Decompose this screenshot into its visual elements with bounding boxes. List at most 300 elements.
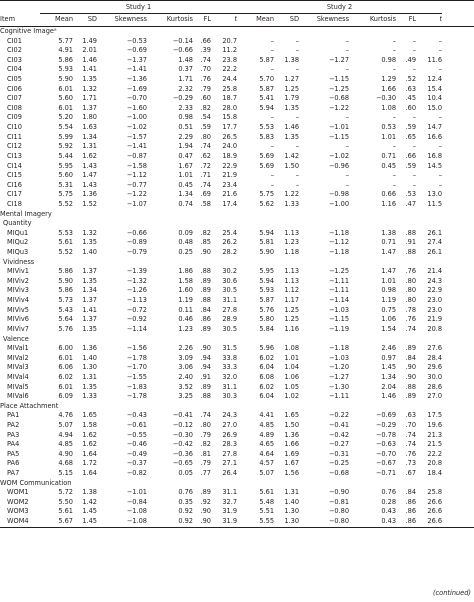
table-row	[0, 152, 474, 162]
stat-cell: 27.1	[222, 459, 238, 468]
stat-cell: –	[438, 46, 443, 55]
table-row	[0, 363, 474, 373]
stat-cell: −0.70	[126, 94, 147, 103]
stat-cell: 1.37	[82, 103, 97, 112]
item-label: WOM1	[7, 488, 29, 497]
stat-cell: 1.35	[82, 75, 97, 84]
stat-cell: −0.55	[126, 430, 147, 439]
stat-cell: 1.66	[284, 440, 300, 449]
stat-cell: –	[392, 65, 397, 74]
stat-cell: 18.7	[222, 94, 238, 103]
stat-cell: −0.72	[126, 305, 147, 314]
stat-cell: −0.46	[126, 440, 147, 449]
s2-t-header: t	[439, 15, 443, 24]
stat-cell: −0.67	[375, 459, 397, 468]
stat-cell: 30.6	[222, 276, 238, 285]
stat-cell: –	[412, 46, 417, 55]
stat-cell: 27.8	[222, 449, 238, 458]
stat-cell: 5.90	[58, 75, 73, 84]
stat-cell: 1.19	[178, 296, 193, 305]
item-label: CI07	[7, 94, 22, 103]
stat-cell: 1.01	[381, 132, 397, 141]
stat-cell: 1.32	[82, 228, 97, 237]
stat-cell: –	[438, 142, 443, 151]
stat-cell: .90	[193, 517, 211, 527]
stat-cell: 22.9	[427, 286, 443, 295]
stat-cell: −0.77	[126, 180, 147, 189]
stat-cell: −0.80	[328, 507, 350, 516]
stat-cell: 30.5	[222, 324, 238, 333]
stat-cell: 18.9	[222, 151, 238, 160]
stat-cell: 22.2	[222, 65, 238, 74]
table-row	[0, 200, 474, 210]
section-heading-row	[0, 479, 474, 489]
stat-cell: −0.30	[375, 94, 397, 103]
stat-cell: −1.01	[328, 123, 350, 132]
stat-cell: 16.6	[427, 132, 443, 141]
stat-cell: 30.3	[222, 392, 238, 401]
stat-cell: 1.66	[381, 84, 397, 93]
stat-cell: 3.25	[178, 392, 193, 401]
stat-cell: .59	[405, 123, 417, 132]
stat-cell: 30.5	[222, 286, 238, 295]
stat-cell: .82	[200, 440, 211, 449]
table-row	[0, 421, 474, 431]
stat-cell: 0.76	[178, 488, 193, 497]
item-label: WOM4	[0, 517, 40, 527]
table-row	[0, 517, 474, 527]
stat-cell: 1.04	[284, 363, 300, 372]
stat-cell: 0.45	[178, 180, 193, 189]
stat-cell: −0.14	[172, 36, 193, 45]
stat-cell: −1.03	[328, 305, 350, 314]
item-label: CI12	[7, 142, 22, 151]
item-label: CI13	[7, 151, 22, 160]
stat-cell: 0.11	[178, 305, 193, 314]
stat-cell: −1.18	[328, 248, 350, 257]
stat-cell: 1.13	[284, 276, 300, 285]
stat-cell: 5.61	[58, 507, 73, 516]
stat-cell: .80	[405, 286, 417, 295]
stat-cell: 12.4	[427, 75, 443, 84]
stat-cell: 16.8	[427, 151, 443, 160]
item-label: CI14	[7, 161, 22, 170]
table-row	[0, 65, 474, 75]
stat-cell: 1.54	[381, 324, 397, 333]
table-row	[0, 373, 474, 383]
stat-cell: 21.9	[427, 315, 443, 324]
stat-cell: −0.37	[126, 459, 147, 468]
stat-cell: –	[295, 46, 300, 55]
stat-cell: 1.45	[82, 507, 97, 516]
table-row	[0, 411, 474, 421]
stat-cell: 1.86	[178, 267, 193, 276]
item-label: PA5	[7, 449, 20, 458]
stat-cell: .92	[200, 497, 211, 506]
stat-cell: 1.08	[381, 103, 397, 112]
stat-cell: −1.32	[126, 276, 147, 285]
stat-cell: 0.92	[147, 517, 193, 527]
stat-cell: 1.60	[178, 286, 193, 295]
stat-cell: −0.29	[375, 420, 397, 429]
stat-cell: 6.04	[259, 392, 275, 401]
table-row	[0, 392, 474, 402]
stat-cell: 3.09	[178, 353, 193, 362]
stat-cell: 26.6	[416, 517, 442, 527]
stat-cell: −1.15	[328, 75, 350, 84]
table-row	[0, 344, 474, 354]
stat-cell: 1.16	[284, 324, 300, 333]
stat-cell: −1.37	[126, 55, 147, 64]
stat-cell: 1.47	[381, 248, 397, 257]
stat-cell: −1.20	[328, 363, 350, 372]
table-row	[0, 469, 474, 479]
stat-cell: 1.38	[284, 55, 300, 64]
stat-cell: 0.97	[381, 353, 397, 362]
stat-cell: −1.30	[328, 382, 350, 391]
subsection-heading: Valence	[3, 334, 29, 343]
stat-cell: 4.65	[259, 440, 275, 449]
stat-cell: −0.68	[328, 469, 350, 478]
stat-cell: .85	[200, 238, 211, 247]
stat-cell: −1.41	[126, 142, 147, 151]
stat-cell: −0.69	[375, 411, 397, 420]
item-label: CI03	[7, 55, 22, 64]
stat-cell: 5.52	[58, 248, 73, 257]
item-label: CI04	[7, 65, 22, 74]
stat-cell: .69	[200, 190, 211, 199]
stat-cell: 1.40	[284, 497, 300, 506]
stat-cell: .76	[405, 267, 417, 276]
stat-cell: –	[345, 36, 350, 45]
stat-cell: .89	[200, 324, 211, 333]
s1-mean-header: Mean	[55, 15, 73, 24]
table-row	[0, 459, 474, 469]
stat-cell: 5.92	[58, 142, 73, 151]
stat-cell: 13.0	[427, 190, 443, 199]
stat-cell: –	[270, 36, 275, 45]
stat-cell: 26.4	[222, 469, 238, 478]
stat-cell: 1.32	[82, 84, 97, 93]
stat-cell: .72	[200, 161, 211, 170]
stat-cell: .81	[200, 449, 211, 458]
stat-cell: 5.86	[58, 286, 73, 295]
item-label: CI18	[7, 199, 22, 208]
stat-cell: –	[438, 65, 443, 74]
stat-cell: 4.89	[259, 430, 275, 439]
item-label: MIViv1	[7, 267, 29, 276]
stat-cell: .90	[405, 363, 417, 372]
stat-cell: 1.67	[178, 161, 193, 170]
stat-cell: 5.43	[58, 305, 73, 314]
stat-cell: .88	[405, 248, 417, 257]
stat-cell: 5.61	[259, 488, 275, 497]
stat-cell: 5.73	[58, 296, 73, 305]
table-row	[0, 37, 474, 47]
stat-cell: .88	[200, 392, 211, 401]
stat-cell: 23.0	[427, 305, 443, 314]
stat-cell: .70	[405, 420, 417, 429]
stat-cell: 5.07	[58, 420, 73, 429]
stat-cell: .82	[200, 228, 211, 237]
stat-cell: 10.4	[427, 94, 443, 103]
stat-cell: 33.3	[222, 363, 238, 372]
s1-kurtosis-header: Kurtosis	[166, 15, 193, 24]
stat-cell: 1.40	[82, 248, 97, 257]
stat-cell: –	[345, 65, 350, 74]
stat-cell: 28.9	[222, 315, 238, 324]
table-row	[0, 440, 474, 450]
table-row	[0, 75, 474, 85]
stat-cell: 11.2	[222, 46, 238, 55]
stat-cell: 5.52	[58, 199, 73, 208]
stat-cell: 27.8	[222, 305, 238, 314]
stat-cell: 1.46	[381, 392, 397, 401]
s1-skewness-header: Skewness	[114, 15, 147, 24]
stat-cell: 5.95	[259, 267, 275, 276]
stat-cell: –	[295, 180, 300, 189]
stat-cell: 2.26	[178, 344, 193, 353]
stat-cell: 1.46	[82, 55, 97, 64]
stat-cell: –	[270, 65, 275, 74]
table-row	[0, 498, 474, 508]
stat-cell: 1.27	[284, 75, 300, 84]
stat-cell: 1.01	[178, 171, 193, 180]
item-label: MIQu2	[7, 238, 29, 247]
stat-cell: −1.78	[126, 392, 147, 401]
stat-cell: 5.86	[58, 267, 73, 276]
stat-cell: 0.45	[381, 161, 397, 170]
stat-cell: −0.41	[328, 420, 350, 429]
stat-cell: 17.5	[427, 411, 443, 420]
table-row	[0, 56, 474, 66]
table-row	[0, 46, 474, 56]
stat-cell: −1.39	[126, 267, 147, 276]
stat-cell: 5.94	[259, 103, 275, 112]
item-label: MIViv2	[7, 276, 29, 285]
stat-cell: 31.5	[222, 344, 238, 353]
table-row	[0, 238, 474, 248]
stat-cell: 2.29	[178, 132, 193, 141]
stat-cell: 1.58	[178, 276, 193, 285]
stat-cell: .80	[200, 420, 211, 429]
stat-cell: 5.69	[259, 151, 275, 160]
stat-cell: 6.02	[259, 382, 275, 391]
stat-cell: 1.12	[284, 286, 300, 295]
stat-cell: −0.63	[375, 440, 397, 449]
item-label: CI16	[7, 180, 22, 189]
stat-cell: 4.85	[58, 440, 73, 449]
stat-cell: .90	[405, 372, 417, 381]
stat-cell: 28.6	[427, 382, 443, 391]
item-label: MIVal2	[7, 353, 29, 362]
stat-cell: 1.64	[82, 469, 97, 478]
stat-cell: .84	[200, 305, 211, 314]
stat-cell: −1.70	[126, 363, 147, 372]
stat-cell: 6.06	[58, 363, 73, 372]
stat-cell: 5.41	[259, 94, 275, 103]
table-row	[0, 507, 474, 517]
stat-cell: –	[412, 171, 417, 180]
stat-cell: 14.5	[427, 161, 443, 170]
s2-fl-header: FL	[408, 15, 417, 24]
stat-cell: 26.6	[427, 497, 443, 506]
stat-cell: −1.83	[126, 382, 147, 391]
stat-cell: –	[270, 171, 275, 180]
item-label: MIViv3	[7, 286, 29, 295]
stat-cell: .49	[405, 55, 417, 64]
stat-cell: 23.4	[222, 180, 238, 189]
stat-cell: –	[412, 65, 417, 74]
stat-cell: –	[345, 171, 350, 180]
table-row	[0, 248, 474, 258]
stat-cell: 1.46	[284, 123, 300, 132]
stat-cell: 0.48	[178, 238, 193, 247]
stat-cell: .90	[200, 507, 211, 516]
item-label: PA6	[7, 459, 20, 468]
stat-cell: −0.92	[126, 315, 147, 324]
stat-cell: 4.57	[259, 459, 275, 468]
stat-cell: 1.94	[178, 142, 193, 151]
stat-cell: .86	[200, 315, 211, 324]
stat-cell: 1.62	[82, 151, 97, 160]
stat-cell: 5.55	[237, 517, 274, 527]
stat-cell: 0.92	[178, 507, 193, 516]
section-heading: Place Attachment	[0, 401, 59, 410]
stat-cell: 5.93	[259, 286, 275, 295]
stat-cell: .73	[405, 459, 417, 468]
stat-cell: 21.3	[427, 430, 443, 439]
stat-cell: −0.31	[328, 449, 350, 458]
stat-cell: 24.3	[427, 276, 443, 285]
stat-cell: .63	[405, 411, 417, 420]
stat-cell: 21.9	[222, 171, 238, 180]
stat-cell: 17.4	[222, 199, 238, 208]
stat-cell: −0.98	[328, 190, 350, 199]
stat-cell: 1.35	[284, 103, 300, 112]
stat-cell: 5.96	[259, 344, 275, 353]
stat-cell: 1.42	[82, 497, 97, 506]
stat-cell: 31.9	[211, 517, 237, 527]
stat-cell: 27.6	[427, 344, 443, 353]
stat-cell: −1.11	[328, 286, 350, 295]
stat-cell: 1.22	[284, 190, 300, 199]
table-row	[0, 450, 474, 460]
table-row	[0, 85, 474, 95]
stat-cell: 0.66	[381, 190, 397, 199]
stat-cell: 0.43	[349, 517, 396, 527]
stat-cell: 26.1	[427, 228, 443, 237]
stat-cell: 1.30	[274, 517, 299, 527]
stat-cell: −1.36	[126, 75, 147, 84]
table-body	[0, 27, 474, 528]
stat-cell: 5.94	[259, 228, 275, 237]
stat-cell: .88	[200, 296, 211, 305]
stat-cell: −1.26	[126, 286, 147, 295]
stat-cell: 6.08	[259, 372, 275, 381]
stat-cell: 22.2	[427, 449, 443, 458]
stat-cell: 1.35	[284, 132, 300, 141]
stat-cell: 0.98	[381, 55, 397, 64]
stat-cell: 21.6	[222, 190, 238, 199]
item-label: CI17	[7, 190, 22, 199]
section-heading: Mental Imagery	[0, 209, 52, 218]
item-label: CI11	[7, 132, 22, 141]
table-row	[0, 277, 474, 287]
item-label: MIQu3	[7, 248, 29, 257]
stat-cell: .91	[405, 238, 417, 247]
table-row	[0, 286, 474, 296]
stat-cell: 1.35	[82, 276, 97, 285]
stat-cell: 1.08	[284, 344, 300, 353]
stat-cell: 5.67	[40, 517, 73, 527]
stat-cell: 1.67	[284, 459, 300, 468]
stat-cell: −1.02	[126, 123, 147, 132]
stat-cell: .58	[200, 199, 211, 208]
stat-cell: 28.4	[427, 353, 443, 362]
stat-cell: −1.11	[328, 392, 350, 401]
stat-cell: 1.23	[284, 238, 300, 247]
stat-cell: 1.01	[381, 276, 397, 285]
stat-cell: 20.7	[222, 36, 238, 45]
item-label: MIViv7	[7, 324, 29, 333]
stat-cell: −0.82	[126, 469, 147, 478]
table-row	[0, 171, 474, 181]
stat-cell: 1.69	[284, 449, 300, 458]
item-label: CI15	[7, 171, 22, 180]
stat-cell: 32.7	[222, 497, 238, 506]
table-row	[0, 104, 474, 114]
stat-cell: 1.64	[82, 449, 97, 458]
stat-cell: 15.0	[427, 103, 443, 112]
stat-cell: .94	[200, 363, 211, 372]
stat-cell: 0.74	[178, 199, 193, 208]
stat-cell: 6.01	[58, 84, 73, 93]
stat-cell: 5.51	[259, 507, 275, 516]
stat-cell: −1.25	[328, 84, 350, 93]
stat-cell: 1.31	[82, 142, 97, 151]
stat-cell: 4.91	[58, 46, 73, 55]
item-label: CI09	[7, 113, 22, 122]
stat-cell: 1.71	[178, 75, 193, 84]
stat-cell: 1.52	[82, 199, 97, 208]
stat-cell: 6.01	[58, 382, 73, 391]
stat-cell: 5.50	[58, 497, 73, 506]
stat-cell: .80	[405, 276, 417, 285]
stat-cell: .74	[200, 411, 211, 420]
stat-cell: 1.80	[82, 113, 97, 122]
stat-cell: −1.08	[97, 517, 147, 527]
continued-note: (continued)	[432, 589, 471, 597]
stat-cell: .79	[200, 84, 211, 93]
stat-cell: 25.4	[222, 228, 238, 237]
stat-cell: 5.69	[259, 161, 275, 170]
column-header-row	[0, 14, 474, 27]
stat-cell: 1.36	[82, 190, 97, 199]
stat-cell: 1.31	[284, 488, 300, 497]
stat-cell: −0.84	[126, 497, 147, 506]
stat-cell: 0.51	[178, 123, 193, 132]
stat-cell: 5.80	[259, 315, 275, 324]
stat-cell: 6.02	[58, 372, 73, 381]
item-label: PA2	[7, 420, 20, 429]
stat-cell: 5.83	[259, 132, 275, 141]
stat-cell: .70	[200, 65, 211, 74]
stat-cell: .89	[200, 276, 211, 285]
stat-cell: 5.53	[259, 123, 275, 132]
stat-cell: 1.62	[82, 430, 97, 439]
stat-cell: 0.47	[178, 151, 193, 160]
